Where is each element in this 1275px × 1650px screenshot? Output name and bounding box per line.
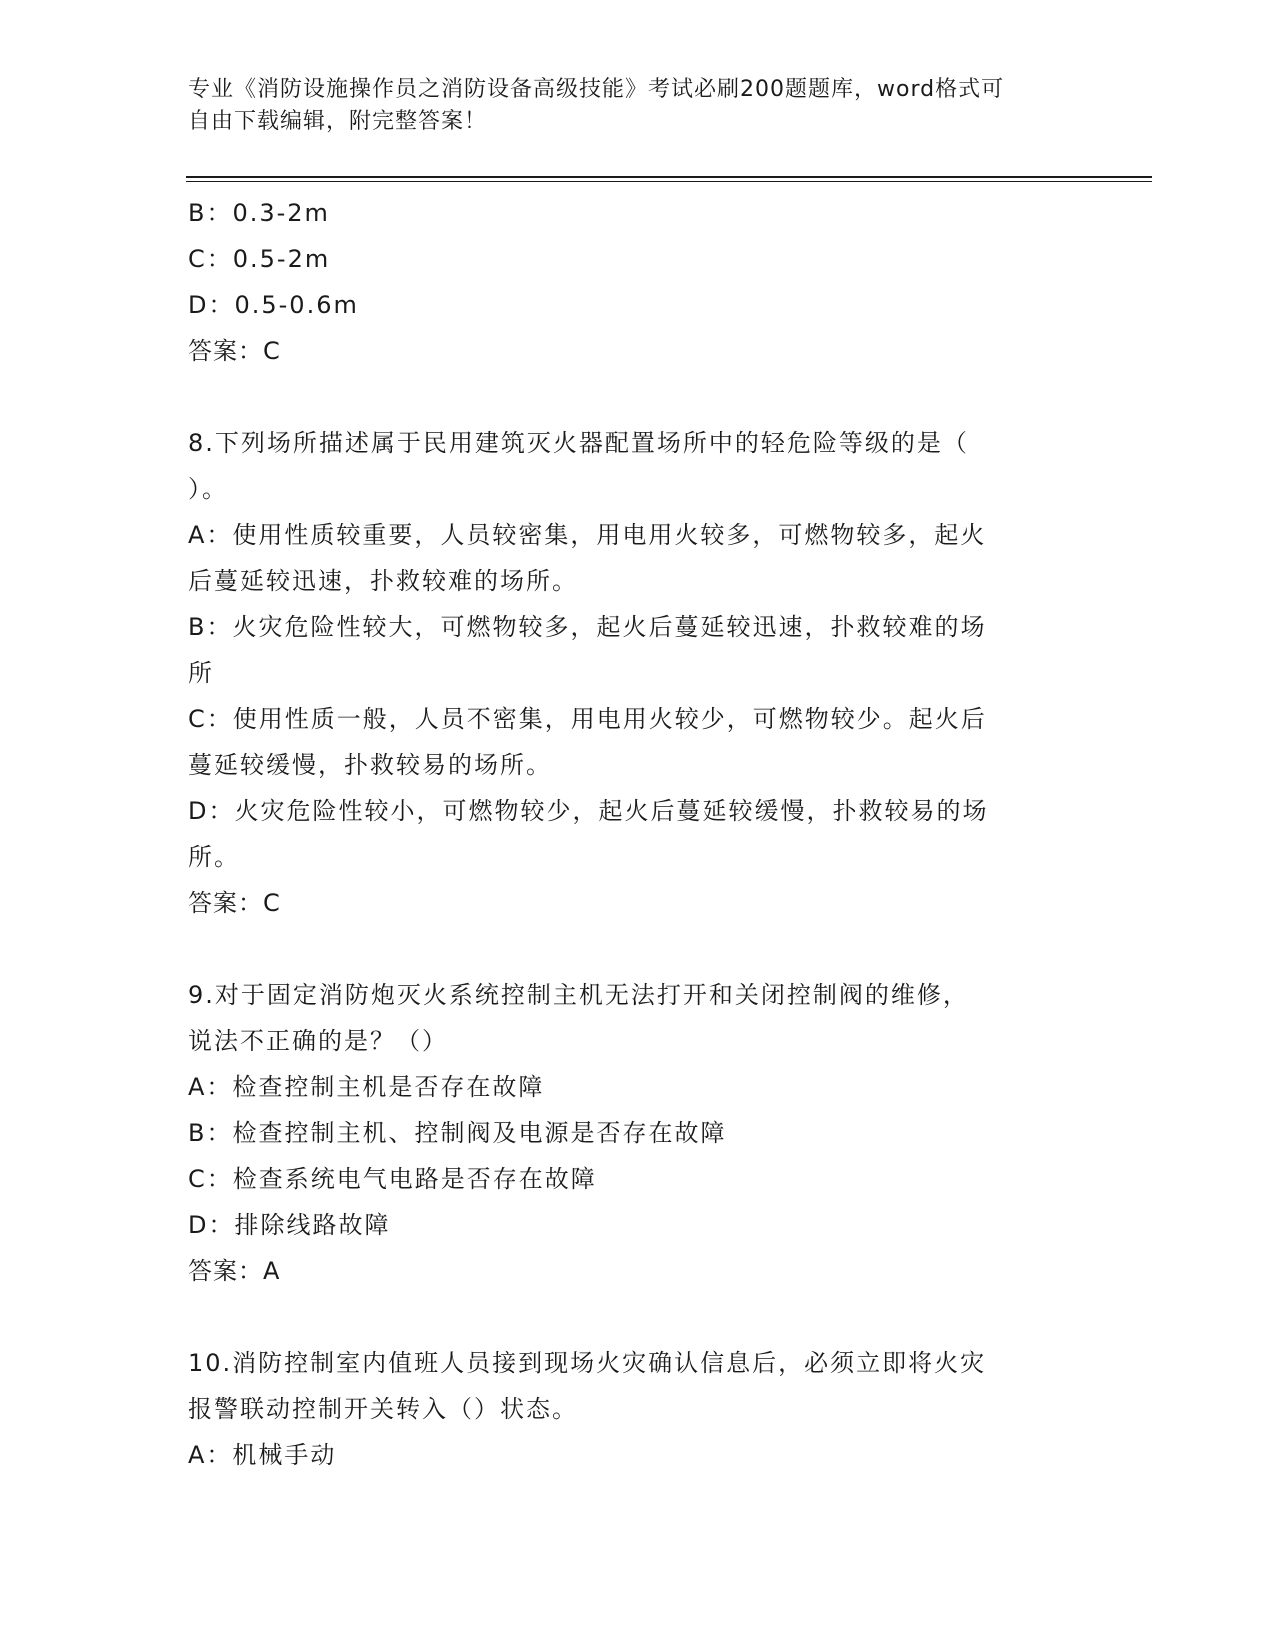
spacer [188,374,1068,420]
header-title-line-2: 自由下载编辑，附完整答案！ [188,109,488,134]
question-stem-line-1: 10.消防控制室内值班人员接到现场火灾确认信息后，必须立即将火灾 [188,1349,987,1377]
option-a: A：机械手动 [188,1441,337,1469]
question-stem-line-1: 8.下列场所描述属于民用建筑灭火器配置场所中的轻危险等级的是（ [188,429,969,457]
option-a: A：检查控制主机是否存在故障 [188,1073,545,1101]
option-b-line-1: B：火灾危险性较大，可燃物较多，起火后蔓延较迅速，扑救较难的场 [188,613,987,641]
header-title-line-1: 专业《消防设施操作员之消防设备高级技能》考试必刷200题题库，word格式可 [188,77,1005,102]
question-stem-line-1: 9.对于固定消防炮灭火系统控制主机无法打开和关闭控制阀的维修， [188,981,969,1009]
option-d: D：排除线路故障 [188,1211,391,1239]
option-d-line-2: 所。 [188,843,240,871]
spacer [188,926,1068,972]
document-body [188,190,1068,1478]
question-9 [188,972,1068,1294]
spacer [188,1294,1068,1340]
question-stem-line-2: ）。 [188,475,228,503]
option-c: C：0.5-2m [188,245,331,273]
option-d-line-1: D：火灾危险性较小，可燃物较少，起火后蔓延较缓慢，扑救较易的场 [188,797,989,825]
option-c-line-1: C：使用性质一般，人员不密集，用电用火较少，可燃物较少。起火后 [188,705,987,733]
option-a-line-1: A：使用性质较重要，人员较密集，用电用火较多，可燃物较多，起火 [188,521,987,549]
header-divider-thin [186,181,1152,182]
option-c-line-2: 蔓延较缓慢，扑救较易的场所。 [188,751,552,779]
option-b: B：0.3-2m [188,199,330,227]
option-d: D：0.5-0.6m [188,291,359,319]
question-8 [188,420,1068,926]
question-7-continuation [188,190,1068,374]
option-b-line-2: 所 [188,659,214,687]
answer-line: 答案：C [188,889,281,917]
question-stem-line-2: 报警联动控制开关转入（）状态。 [188,1395,578,1423]
header-divider-thick [186,176,1152,178]
option-c: C：检查系统电气电路是否存在故障 [188,1165,597,1193]
question-10 [188,1340,1068,1478]
document-header [188,74,1068,138]
option-a-line-2: 后蔓延较迅速，扑救较难的场所。 [188,567,578,595]
option-b: B：检查控制主机、控制阀及电源是否存在故障 [188,1119,727,1147]
answer-line: 答案：C [188,337,281,365]
answer-line: 答案：A [188,1257,281,1285]
question-stem-line-2: 说法不正确的是？（） [188,1027,448,1055]
